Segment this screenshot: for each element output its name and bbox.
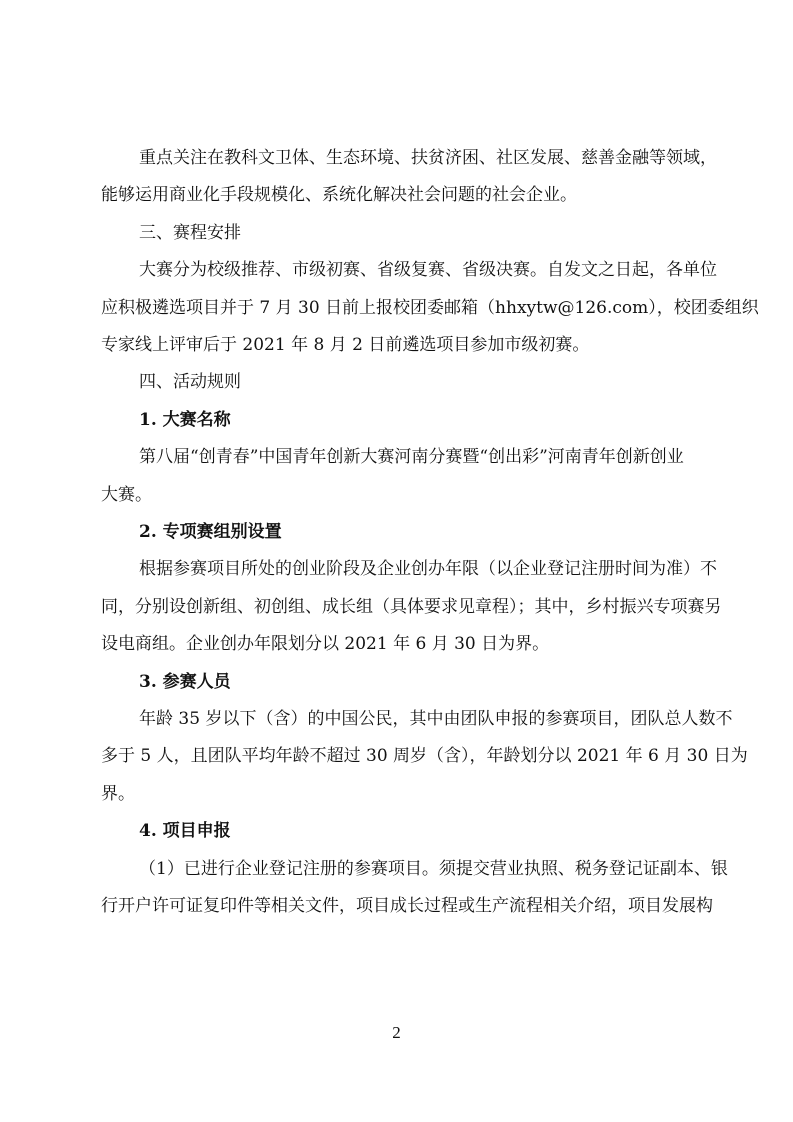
paragraph-line: 大赛分为校级推荐、市级初赛、省级复赛、省级决赛。自发文之日起，各单位 — [139, 260, 717, 280]
paragraph-line: 根据参赛项目所处的创业阶段及企业创办年限（以企业登记注册时间为准）不 — [139, 559, 717, 579]
paragraph-line: 重点关注在教科文卫体、生态环境、扶贫济困、社区发展、慈善金融等领域， — [139, 148, 717, 168]
paragraph-line: 应积极遴选项目并于 7 月 30 日前上报校团委邮箱（hhxytw@126.com），校团委组织 — [101, 298, 759, 318]
subsection-heading: 3. 参赛人员 — [139, 672, 231, 692]
paragraph-line: 专家线上评审后于 2021 年 8 月 2 日前遴选项目参加市级初赛。 — [101, 335, 590, 355]
paragraph-line: 界。 — [101, 784, 135, 804]
subsection-heading: 2. 专项赛组别设置 — [139, 522, 282, 542]
subsection-heading: 4. 项目申报 — [139, 821, 231, 841]
paragraph-line: 大赛。 — [101, 485, 152, 505]
paragraph-line: 第八届“创青春”中国青年创新大赛河南分赛暨“创出彩”河南青年创新创业 — [139, 447, 684, 467]
section-heading: 四、活动规则 — [139, 372, 241, 392]
paragraph-line: 设电商组。企业创办年限划分以 2021 年 6 月 30 日为界。 — [101, 634, 550, 654]
paragraph-line: 多于 5 人，且团队平均年龄不超过 30 周岁（含），年龄划分以 2021 年 6 月 30 日为 — [101, 746, 748, 766]
page-number: 2 — [392, 1023, 401, 1042]
paragraph-line: 年龄 35 岁以下（含）的中国公民，其中由团队申报的参赛项目，团队总人数不 — [139, 709, 733, 729]
subsection-heading: 1. 大赛名称 — [139, 410, 231, 430]
paragraph-line: （1）已进行企业登记注册的参赛项目。须提交营业执照、税务登记证副本、银 — [139, 859, 728, 879]
paragraph-line: 行开户许可证复印件等相关文件，项目成长过程或生产流程相关介绍，项目发展构 — [101, 896, 713, 916]
paragraph-line: 同，分别设创新组、初创组、成长组（具体要求见章程）；其中，乡村振兴专项赛另 — [101, 597, 722, 617]
paragraph-line: 能够运用商业化手段规模化、系统化解决社会问题的社会企业。 — [101, 185, 577, 205]
section-heading: 三、赛程安排 — [139, 223, 241, 243]
